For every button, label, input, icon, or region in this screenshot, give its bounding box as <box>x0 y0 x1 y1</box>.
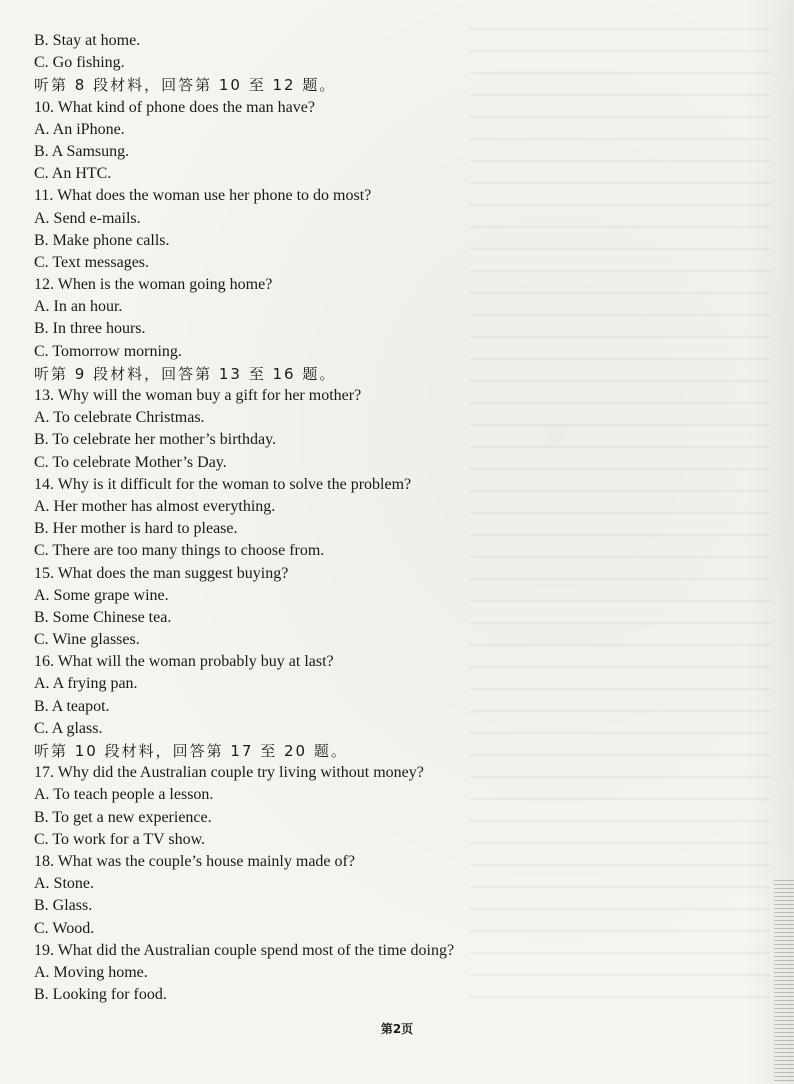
option-line: B. Her mother is hard to please. <box>34 520 238 538</box>
question-line: 13. Why will the woman buy a gift for her mother? <box>34 387 362 404</box>
option-line: C. Text messages. <box>34 253 150 271</box>
option-line: C. There are too many things to choose from. <box>34 542 325 560</box>
option-line: C. Wood. <box>34 919 95 937</box>
option-line: A. Some grape wine. <box>34 586 169 604</box>
option-line: B. A teapot. <box>34 697 110 715</box>
question-line: 15. What does the man suggest buying? <box>34 564 289 582</box>
option-line: B. Make phone calls. <box>34 231 170 249</box>
option-line: A. Stone. <box>34 875 94 893</box>
option-line: A. To teach people a lesson. <box>34 786 214 804</box>
option-line: A. Moving home. <box>34 963 148 981</box>
page-number: 第2页 <box>380 1022 414 1036</box>
option-line: A. To celebrate Christmas. <box>34 409 205 427</box>
question-line: 18. What was the couple’s house mainly made of? <box>34 852 355 870</box>
option-line: B. Stay at home. <box>34 32 141 49</box>
option-line: B. Looking for food. <box>34 986 167 1004</box>
option-line: A. An iPhone. <box>34 120 125 138</box>
section-heading: 听第 10 段材料，回答第 17 至 20 题。 <box>34 742 348 760</box>
question-line: 16. What will the woman probably buy at last? <box>34 653 334 671</box>
option-line: B. Some Chinese tea. <box>34 608 172 626</box>
option-line: C. Go fishing. <box>34 54 125 72</box>
option-line: C. A glass. <box>34 719 103 737</box>
option-line: C. An HTC. <box>34 165 112 183</box>
option-line: A. In an hour. <box>34 298 123 316</box>
question-line: 12. When is the woman going home? <box>34 276 273 294</box>
question-line: 10. What kind of phone does the man have? <box>34 98 315 116</box>
option-line: B. Glass. <box>34 897 93 915</box>
option-line: B. To get a new experience. <box>34 808 212 826</box>
listening-questions <box>34 30 504 1006</box>
option-line: C. Tomorrow morning. <box>34 342 182 360</box>
option-line: B. A Samsung. <box>34 142 130 160</box>
option-line: C. To work for a TV show. <box>34 830 206 848</box>
question-line: 17. Why did the Australian couple try living without money? <box>34 764 424 782</box>
option-line: A. Send e-mails. <box>34 209 141 227</box>
option-line: C. To celebrate Mother’s Day. <box>34 453 227 471</box>
option-line: A. Her mother has almost everything. <box>34 497 276 515</box>
section-heading: 听第 8 段材料，回答第 10 至 12 题。 <box>34 76 337 95</box>
bleed-through-text <box>470 28 770 1008</box>
option-line: B. To celebrate her mother’s birthday. <box>34 431 277 449</box>
option-line: B. In three hours. <box>34 320 146 338</box>
section-heading: 听第 9 段材料，回答第 13 至 16 题。 <box>34 364 337 383</box>
question-line: 19. What did the Australian couple spend most of the time doing? <box>34 941 455 959</box>
option-line: C. Wine glasses. <box>34 631 140 649</box>
question-line: 11. What does the woman use her phone to do most? <box>34 187 372 205</box>
question-line: 14. Why is it difficult for the woman to solve the problem? <box>34 475 412 493</box>
option-line: A. A frying pan. <box>34 675 138 693</box>
scan-edge-artifact <box>774 880 794 1084</box>
